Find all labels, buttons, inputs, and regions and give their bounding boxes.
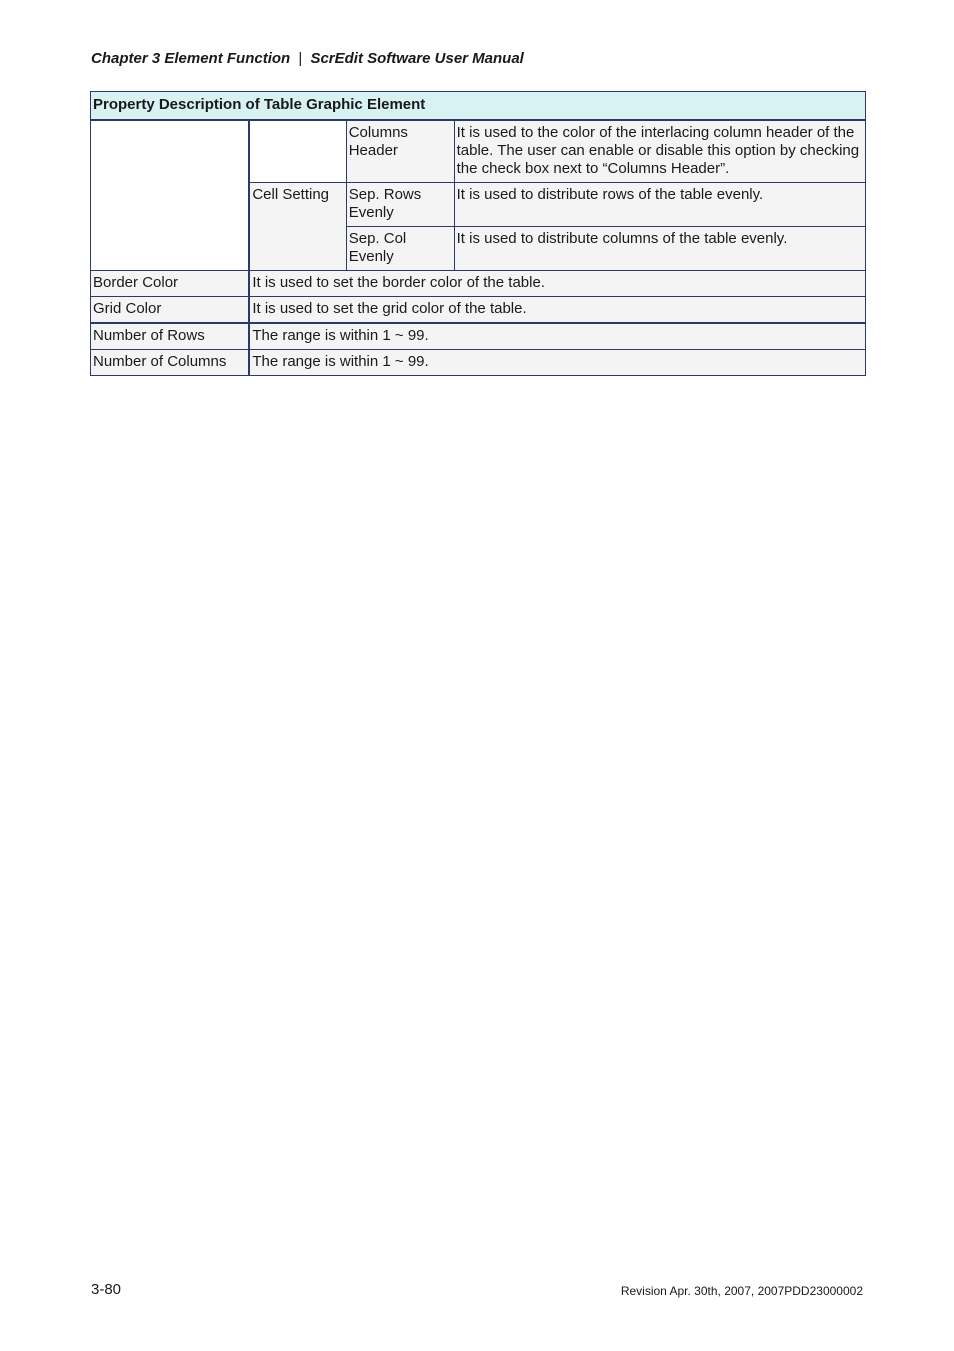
empty-property-cell: [91, 120, 250, 271]
header-separator: |: [298, 50, 303, 67]
empty-group-cell: [249, 120, 346, 183]
table-row: [91, 297, 866, 324]
property-table: [90, 91, 866, 376]
sub-property-description: It is used to distribute rows of the table evenly.: [454, 183, 865, 227]
revision-info: Revision Apr. 30th, 2007, 2007PDD23000002: [620, 1284, 863, 1298]
cell-setting-label: Cell Setting: [249, 183, 346, 271]
property-description: It is used to set the grid color of the table.: [249, 297, 865, 324]
property-name: Number of Rows: [91, 323, 250, 350]
property-description: It is used to set the border color of the table.: [249, 271, 865, 297]
sub-property-name: Columns Header: [346, 120, 454, 183]
property-name: Border Color: [91, 271, 250, 297]
property-description: The range is within 1 ~ 99.: [249, 350, 865, 376]
property-description: The range is within 1 ~ 99.: [249, 323, 865, 350]
table-row: [91, 323, 866, 350]
chapter-title: Chapter 3 Element Function: [91, 50, 291, 67]
table-row: [91, 350, 866, 376]
table-row: [91, 271, 866, 297]
sub-property-description: It is used to the color of the interlacing column header of the table. The user can enable or disable this option by checking the check box next to “Columns Header”.: [454, 120, 865, 183]
manual-title: ScrEdit Software User Manual: [310, 50, 524, 67]
property-name: Grid Color: [91, 297, 250, 324]
property-name: Number of Columns: [91, 350, 250, 376]
sub-property-name: Sep. Rows Evenly: [346, 183, 454, 227]
sub-property-description: It is used to distribute columns of the table evenly.: [454, 227, 865, 271]
running-header: [91, 50, 524, 67]
table-title: Property Description of Table Graphic Element: [91, 92, 866, 121]
table-row: [91, 120, 866, 183]
sub-property-name: Sep. Col Evenly: [346, 227, 454, 271]
table-title-row: [91, 92, 866, 121]
page-number: 3-80: [91, 1281, 122, 1298]
